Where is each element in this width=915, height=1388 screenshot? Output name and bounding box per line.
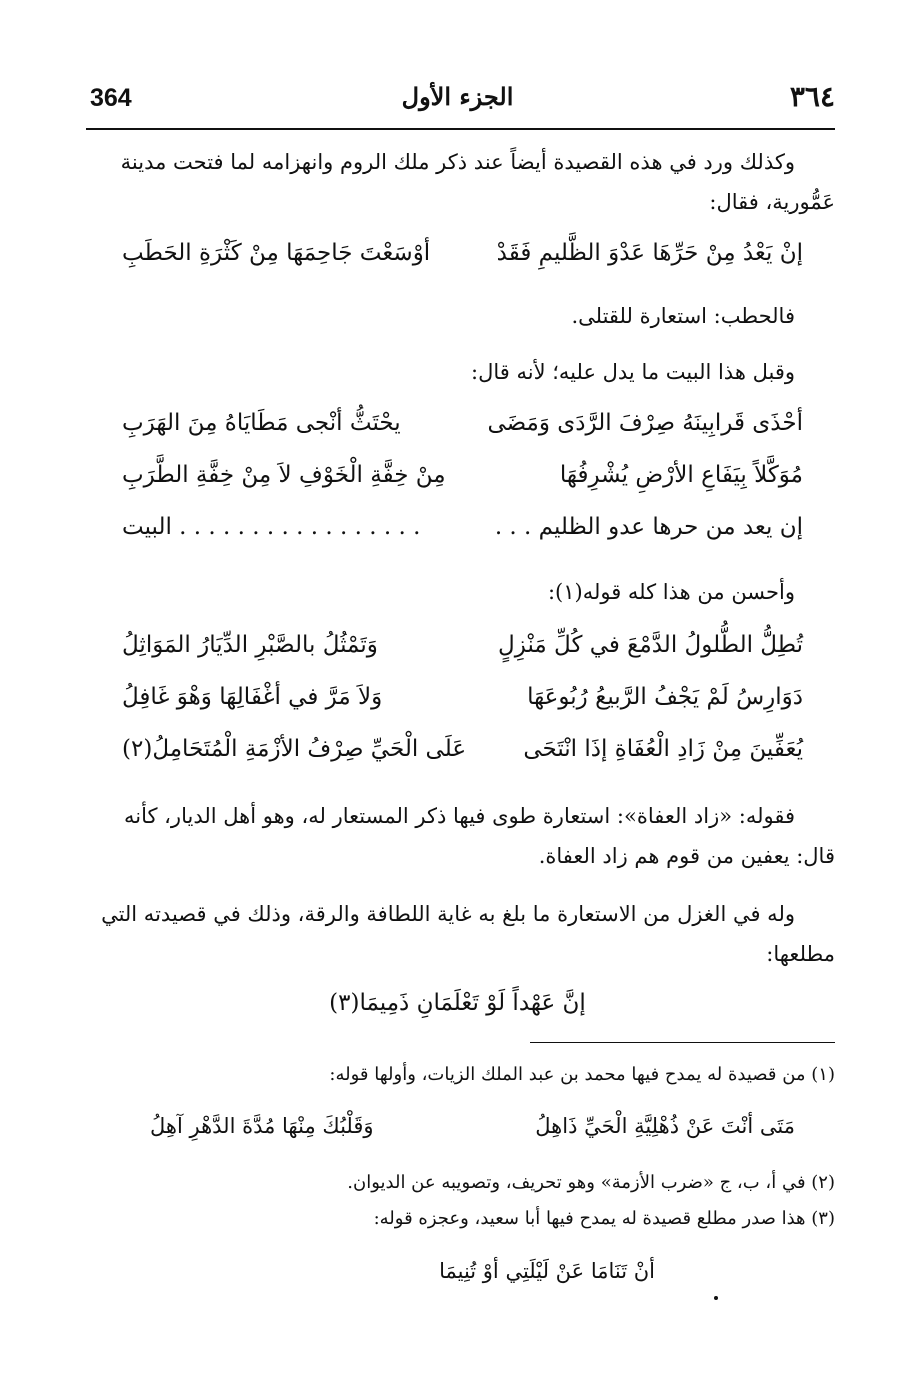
paragraph-6: وله في الغزل من الاستعارة ما بلغ به غاية اللطافة والرقة، وذلك في قصيدته التي مطلعها: [101,902,835,966]
footnote-3: (٣) هذا صدر مطلع قصيدة له يمدح فيها أبا سعيد، وعجزه قوله: [373,1208,835,1229]
verse-5 [100,632,835,674]
verse-7 [100,736,835,778]
verse-5-first-hemistich: تُطِلُّ الطُّلولُ الدَّمْعَ في كُلِّ مَنْزِلٍ [498,632,803,658]
paragraph-1: وكذلك ورد في هذه القصيدة أيضاً عند ذكر ملك الروم وانهزامه لما فتحت مدينة عَمُّورية، فقال: [120,150,835,214]
footnote-rule [530,1042,835,1043]
stray-dot [714,1296,718,1300]
footnote-3-verse: أنْ تَنَامَا عَنْ لَيْلَتِي أوْ تُنِيمَا [439,1259,655,1283]
footnote-1-first-hemistich: مَتَى أنْتَ عَنْ ذُهْلِيَّةِ الْحَيِّ ذَاهِلُ [535,1114,795,1138]
verse-1-second-hemistich: أوْسَعْتَ جَاحِمَهَا مِنْ كَثْرَةِ الحَطَبِ [122,240,431,266]
footnote-2: (٢) في أ، ب، ج «ضرب الأزمة» وهو تحريف، وتصويبه عن الديوان. [347,1172,835,1193]
verse-8-opening: إنَّ عَهْداً لَوْ تَعْلَمَانِ ذَمِيمَا(٣) [329,990,586,1016]
verse-3-first-hemistich: مُوَكَّلاً بِيَفَاعِ الأرْضِ يُشْرِفُهَا [559,462,803,488]
running-title: الجزء الأول [401,82,514,111]
footnote-1-verse [130,1114,835,1150]
verse-7-second-hemistich: عَلَى الْحَيِّ صِرْفُ الأزْمَةِ الْمُتَحَامِلُ(٢) [122,736,467,762]
running-header [80,78,835,120]
verse-6 [100,684,835,726]
verse-2-second-hemistich: يحْتَثُّ أنْجى مَطَايَاهُ مِنَ الهَرَبِ [122,410,401,436]
verse-6-first-hemistich: دَوَارِسُ لَمْ يَجْفُ الرَّبيعُ رُبُوعَهَا [527,684,803,710]
verse-6-second-hemistich: وَلاَ مَرَّ في أغْفَالِهَا وَهْوَ غَافِلُ [122,684,383,710]
page-number-arabic: ٣٦٤ [789,80,835,113]
paragraph-4: وأحسن من هذا كله قوله(١): [547,580,795,604]
verse-2-first-hemistich: أحْذَى قَرابِينَهُ صِرْفَ الرَّدَى وَمَضَى [487,410,803,436]
paragraph-2: فالحطب: استعارة للقتلى. [571,304,795,328]
verse-2 [100,410,835,452]
verse-4-ellipsis: . . . . . . . . . . . . . . . . . البيت [122,514,421,540]
verse-7-first-hemistich: يُعَفِّينَ مِنْ زَادِ الْعُفَاةِ إذَا انْتَحَى [523,736,803,762]
verse-4-first-hemistich: إن يعد من حرها عدو الظليم . . . [494,514,803,540]
page-number-latin: 364 [90,84,132,112]
verse-1 [100,240,835,282]
footnote-1-second-hemistich: وَقَلْبُكَ مِنْهَا مُدَّةَ الدَّهْرِ آهِلُ [150,1114,374,1138]
footnote-1: (١) من قصيدة له يمدح فيها محمد بن عبد الملك الزيات، وأولها قوله: [329,1064,835,1085]
verse-3 [100,462,835,504]
paragraph-3: وقبل هذا البيت ما يدل عليه؛ لأنه قال: [471,360,795,384]
paragraph-5: فقوله: «زاد العفاة»: استعارة طوى فيها ذكر المستعار له، وهو أهل الديار، كأنه قال: يعفين من قوم هم زاد العفاة. [123,804,835,868]
verse-1-first-hemistich: إنْ يَعْدُ مِنْ حَرِّهَا عَدْوَ الظَّليمِ فَقَدْ [496,240,803,266]
verse-4-abbreviated [100,514,835,556]
verse-3-second-hemistich: مِنْ خِفَّةِ الْخَوْفِ لاَ مِنْ خِفَّةِ الطَّرَبِ [122,462,446,488]
verse-5-second-hemistich: وَتَمْثُلُ بالصَّبْرِ الدِّيَارُ المَوَاثِلُ [122,632,378,658]
header-rule [86,128,835,130]
